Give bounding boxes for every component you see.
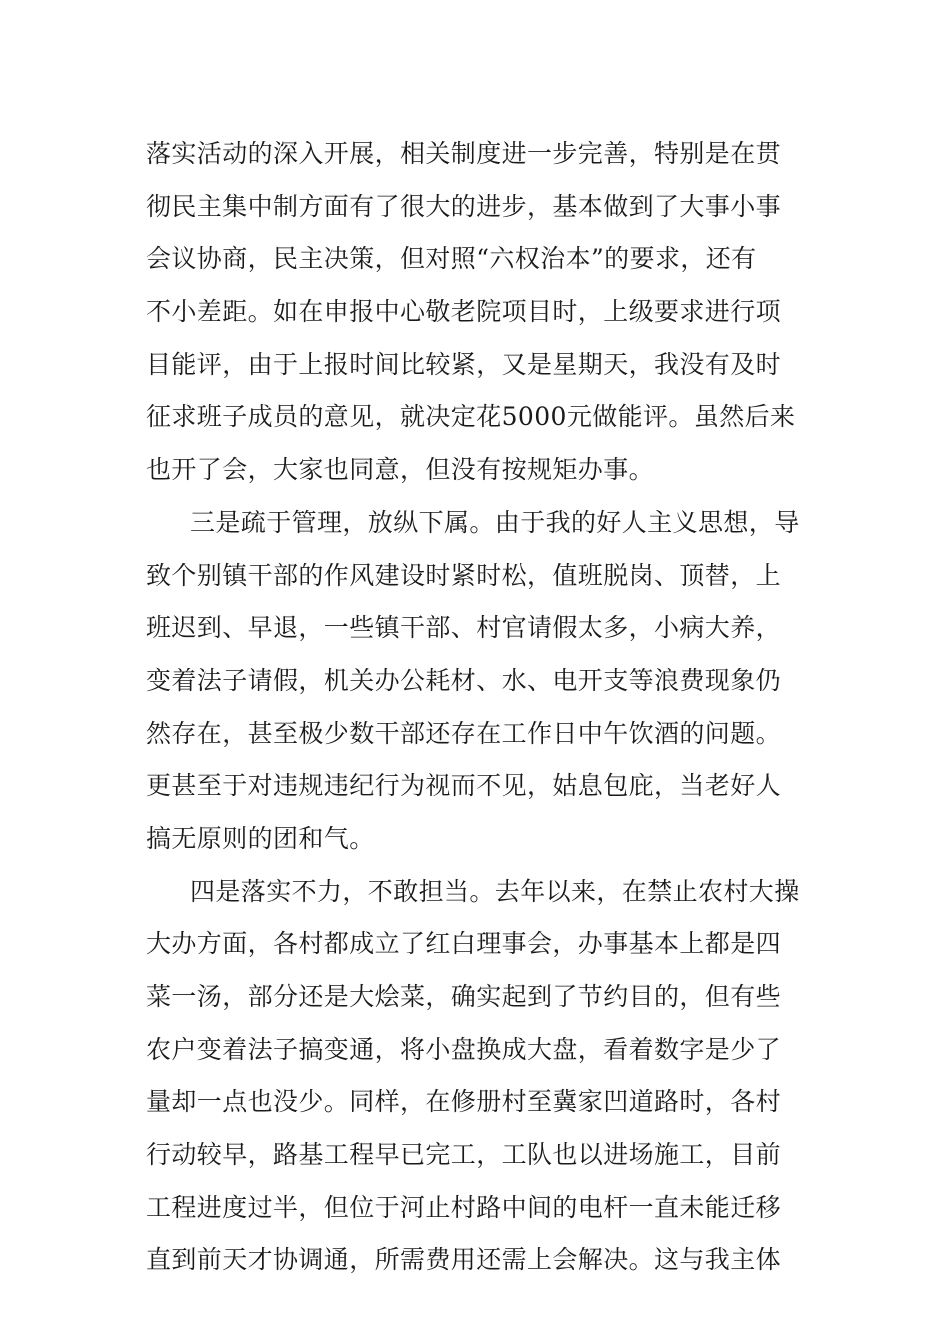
body-text: [146, 128, 808, 1287]
paragraph-first-line: 四是落实不力，不敢担当。去年以来，在禁止农村大操: [190, 876, 800, 906]
text-line: 征求班子成员的意见，就决定花5000元做能评。虽然后来: [146, 402, 796, 432]
text-line: 直到前天才协调通，所需费用还需上会解决。这与我主体: [146, 1245, 782, 1275]
text-line: 搞无原则的团和气。: [146, 823, 375, 853]
text-line: 致个别镇干部的作风建设时紧时松，值班脱岗、顶替，上: [146, 560, 782, 590]
text-line: 目能评，由于上报时间比较紧，又是星期天，我没有及时: [146, 349, 782, 379]
text-line: 不小差距。如在申报中心敬老院项目时，上级要求进行项: [146, 297, 782, 327]
text-line: 然存在，甚至极少数干部还存在工作日中午饮酒的问题。: [146, 718, 782, 748]
text-line: 工程进度过半，但位于河止村路中间的电杆一直未能迁移: [146, 1192, 782, 1222]
text-line: 也开了会，大家也同意，但没有按规矩办事。: [146, 455, 655, 485]
text-line: 落实活动的深入开展，相关制度进一步完善，特别是在贯: [146, 139, 782, 168]
text-line: 彻民主集中制方面有了很大的进步，基本做到了大事小事: [146, 191, 782, 221]
text-line: 会议协商，民主决策，但对照“六权治本”的要求，还有: [146, 244, 757, 274]
text-line: 农户变着法子搞变通，将小盘换成大盘，看着数字是少了: [146, 1034, 782, 1064]
paragraph-first-line: 三是疏于管理，放纵下属。由于我的好人主义思想，导: [190, 507, 800, 537]
text-line: 班迟到、早退，一些镇干部、村官请假太多，小病大养，: [146, 613, 782, 643]
text-line: 菜一汤，部分还是大烩菜，确实起到了节约目的，但有些: [146, 982, 782, 1011]
text-line: 更甚至于对违规违纪行为视而不见，姑息包庇，当老好人: [146, 771, 782, 801]
text-line: 变着法子请假，机关办公耗材、水、电开支等浪费现象仍: [146, 665, 782, 695]
text-line: 量却一点也没少。同样，在修册村至冀家凹道路时，各村: [146, 1087, 782, 1117]
text-line: 行动较早，路基工程早已完工，工队也以进场施工，目前: [146, 1140, 782, 1170]
text-line: 大办方面，各村都成立了红白理事会，办事基本上都是四: [146, 929, 782, 959]
